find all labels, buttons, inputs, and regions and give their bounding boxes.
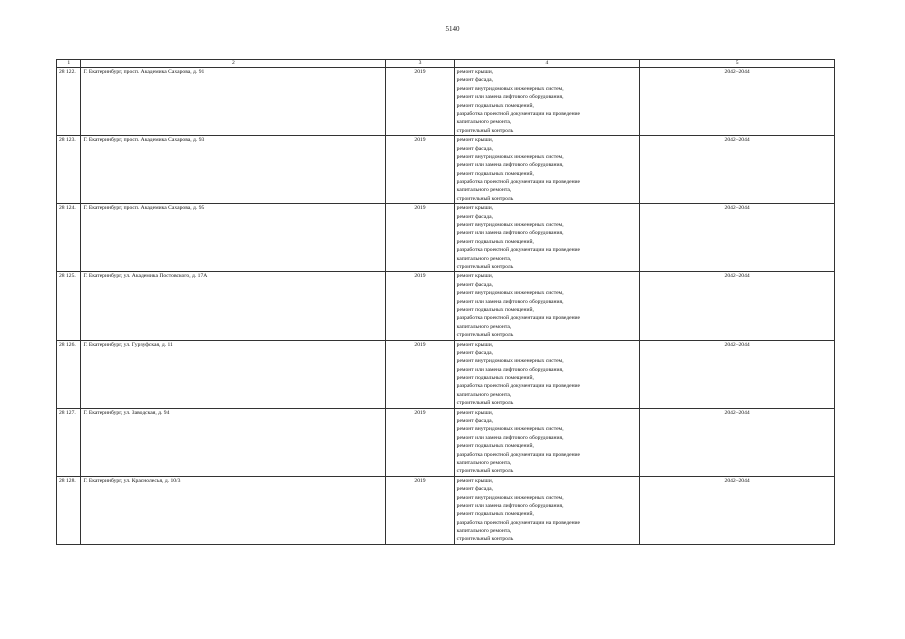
row-number-cell: 28 124. — [57, 204, 81, 272]
period-cell: 2042–2044 — [640, 408, 835, 476]
work-item: ремонт внутридомовых инженерных систем, — [456, 222, 564, 229]
work-item: капитального ремонта, — [456, 323, 512, 330]
work-item: ремонт или замена лифтового оборудования, — [456, 366, 564, 373]
year-cell: 2019 — [386, 204, 454, 272]
address-cell: Г. Екатеринбург, просп. Академика Сахарова, д. 91 — [81, 68, 386, 136]
work-item: капитального ремонта, — [456, 528, 512, 535]
work-item: ремонт фасада, — [456, 145, 493, 152]
work-item: ремонт или замена лифтового оборудования, — [456, 94, 564, 101]
work-item: ремонт крыши, — [456, 205, 494, 212]
table-row — [57, 68, 835, 136]
year-cell: 2019 — [386, 136, 454, 204]
page-number: 5140 — [445, 25, 460, 33]
year-cell: 2019 — [386, 340, 454, 408]
table-row — [57, 476, 835, 544]
work-item: строительный контроль — [456, 263, 514, 270]
work-item: строительный контроль — [456, 195, 514, 202]
work-item: капитального ремонта, — [456, 459, 512, 466]
address-cell: Г. Екатеринбург, ул. Академика Постовского, д. 17А — [81, 272, 386, 340]
work-item: ремонт внутридомовых инженерных систем, — [456, 426, 564, 433]
work-item: капитального ремонта, — [456, 255, 512, 262]
column-header: 5 — [640, 60, 835, 68]
work-item: разработка проектной документации на проведение — [456, 110, 581, 117]
row-number-cell: 28 123. — [57, 136, 81, 204]
works-cell — [454, 204, 640, 272]
work-item: строительный контроль — [456, 400, 514, 407]
works-cell — [454, 68, 640, 136]
work-item: строительный контроль — [456, 536, 514, 543]
work-item: ремонт внутридомовых инженерных систем, — [456, 358, 564, 365]
address-cell: Г. Екатеринбург, ул. Краснолесья, д. 10/3 — [81, 476, 386, 544]
work-item: капитального ремонта, — [456, 119, 512, 126]
work-item: ремонт внутридомовых инженерных систем, — [456, 290, 564, 297]
work-item: ремонт или замена лифтового оборудования, — [456, 502, 564, 509]
work-item: ремонт крыши, — [456, 409, 494, 416]
work-item: ремонт внутридомовых инженерных систем, — [456, 494, 564, 501]
column-header: 1 — [57, 60, 81, 68]
address-cell: Г. Екатеринбург, ул. Заводская, д. 94 — [81, 408, 386, 476]
address-cell: Г. Екатеринбург, просп. Академика Сахарова, д. 95 — [81, 204, 386, 272]
address-cell: Г. Екатеринбург, ул. Гурзуфская, д. 11 — [81, 340, 386, 408]
work-item: строительный контроль — [456, 468, 514, 475]
column-header: 4 — [454, 60, 640, 68]
work-item: ремонт подвальных помещений, — [456, 511, 534, 518]
work-item: ремонт фасада, — [456, 486, 493, 493]
row-number-cell: 28 128. — [57, 476, 81, 544]
work-item: ремонт или замена лифтового оборудования, — [456, 298, 564, 305]
work-item: ремонт фасада, — [456, 349, 493, 356]
table-row — [57, 204, 835, 272]
work-item: ремонт крыши, — [456, 69, 494, 75]
work-item: капитального ремонта, — [456, 187, 512, 194]
work-item: ремонт подвальных помещений, — [456, 306, 534, 313]
works-cell — [454, 272, 640, 340]
work-item: ремонт крыши, — [456, 273, 494, 280]
row-number-cell: 28 122. — [57, 68, 81, 136]
work-item: разработка проектной документации на проведение — [456, 451, 581, 458]
work-item: ремонт крыши, — [456, 477, 494, 484]
row-number-cell: 28 125. — [57, 272, 81, 340]
repair-schedule-table — [56, 59, 835, 545]
work-item: ремонт фасада, — [456, 77, 493, 84]
table-row — [57, 136, 835, 204]
period-cell: 2042–2044 — [640, 136, 835, 204]
row-number-cell: 28 126. — [57, 340, 81, 408]
work-item: ремонт или замена лифтового оборудования, — [456, 230, 564, 237]
year-cell: 2019 — [386, 68, 454, 136]
table-row — [57, 408, 835, 476]
period-cell: 2042–2044 — [640, 340, 835, 408]
table-row — [57, 340, 835, 408]
works-cell — [454, 476, 640, 544]
period-cell: 2042–2044 — [640, 68, 835, 136]
work-item: ремонт крыши, — [456, 341, 494, 348]
work-item: разработка проектной документации на проведение — [456, 315, 581, 322]
works-cell — [454, 408, 640, 476]
work-item: ремонт подвальных помещений, — [456, 170, 534, 177]
column-header: 3 — [386, 60, 454, 68]
work-item: разработка проектной документации на проведение — [456, 179, 581, 186]
work-item: ремонт фасада, — [456, 418, 493, 425]
work-item: ремонт подвальных помещений, — [456, 102, 534, 109]
work-item: разработка проектной документации на проведение — [456, 519, 581, 526]
work-item: ремонт крыши, — [456, 137, 494, 144]
work-item: ремонт фасада, — [456, 213, 493, 220]
work-item: ремонт внутридомовых инженерных систем, — [456, 85, 564, 92]
work-item: разработка проектной документации на проведение — [456, 383, 581, 390]
table-row — [57, 272, 835, 340]
period-cell: 2042–2044 — [640, 204, 835, 272]
work-item: ремонт подвальных помещений, — [456, 375, 534, 382]
work-item: ремонт фасада, — [456, 281, 493, 288]
row-number-cell: 28 127. — [57, 408, 81, 476]
address-cell: Г. Екатеринбург, просп. Академика Сахарова, д. 93 — [81, 136, 386, 204]
work-item: ремонт или замена лифтового оборудования, — [456, 162, 564, 169]
works-cell — [454, 340, 640, 408]
year-cell: 2019 — [386, 272, 454, 340]
work-item: ремонт или замена лифтового оборудования, — [456, 434, 564, 441]
column-header: 2 — [81, 60, 386, 68]
period-cell: 2042–2044 — [640, 476, 835, 544]
works-cell — [454, 136, 640, 204]
work-item: ремонт подвальных помещений, — [456, 238, 534, 245]
work-item: ремонт внутридомовых инженерных систем, — [456, 153, 564, 160]
work-item: ремонт подвальных помещений, — [456, 443, 534, 450]
work-item: разработка проектной документации на проведение — [456, 247, 581, 254]
work-item: капитального ремонта, — [456, 391, 512, 398]
table-body — [57, 68, 835, 545]
work-item: строительный контроль — [456, 332, 514, 339]
year-cell: 2019 — [386, 408, 454, 476]
work-item: строительный контроль — [456, 127, 514, 134]
period-cell: 2042–2044 — [640, 272, 835, 340]
table-header-row — [57, 60, 835, 68]
year-cell: 2019 — [386, 476, 454, 544]
